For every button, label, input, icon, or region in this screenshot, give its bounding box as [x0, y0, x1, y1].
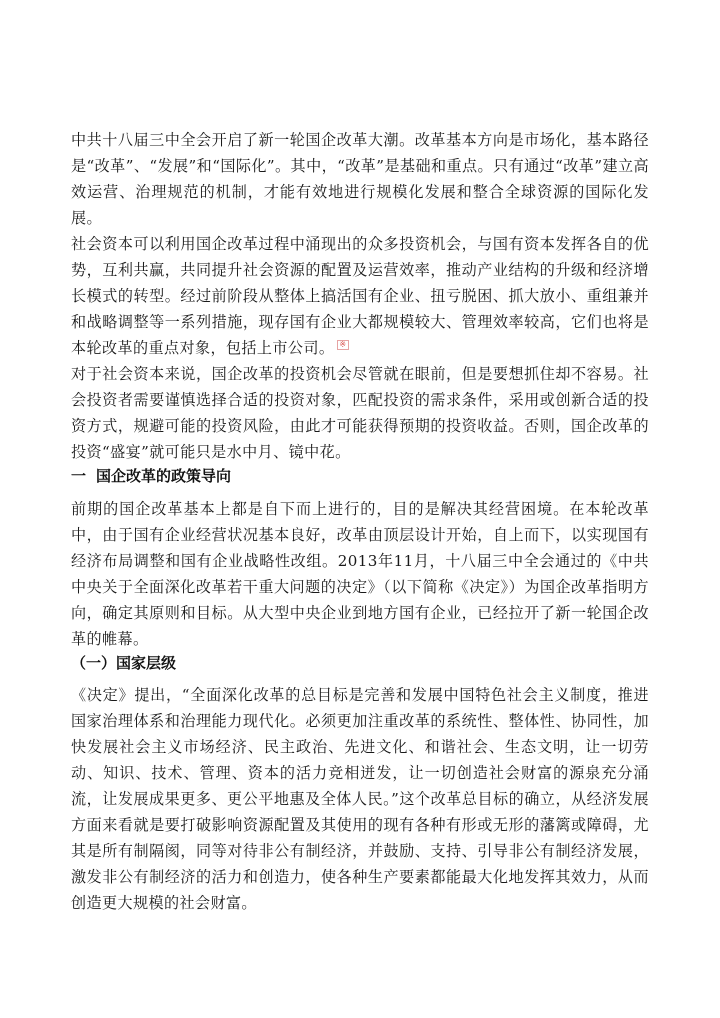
intro-paragraph-1: 中共十八届三中全会开启了新一轮国企改革大潮。改革基本方向是市场化，基本路径是“改革”、“发展”和“国际化”。其中，“改革”是基础和重点。只有通过“改革”建立高效运营、治理规范的机制，才能有效地进行规模化发展和整合全球资源的国际化发展。	[71, 131, 649, 227]
intro-paragraph-3: 对于社会资本来说，国企改革的投资机会尽管就在眼前，但是要想抓住却不容易。社会投资者需要谨慎选择合适的投资对象，匹配投资的需求条件，采用或创新合适的投资方式，规避可能的投资风险，由此才可能获得预期的投资收益。否则，国企改革的投资“盛宴”就可能只是水中月、镜中花。	[71, 365, 649, 461]
document-body	[71, 127, 649, 916]
section-number: 一	[71, 467, 87, 485]
intro-paragraph-2	[71, 231, 649, 361]
subsection-paragraph: 《决定》提出，“全面深化改革的总目标是完善和发展中国特色社会主义制度，推进国家治理体系和治理能力现代化。必须更加注重改革的系统性、整体性、协同性，加快发展社会主义市场经济、民主政治、先进文化、和谐社会、生态文明，让一切劳动、知识、技术、管理、资本的活力竞相迸发，让一切创造社会财富的源泉充分涌流，让发展成果更多、更公平地惠及全体人民。”这个改革总目标的确立，从经济发展方面来看就是要打破影响资源配置及其使用的现有各种有形或无形的藩篱或障碍，尤其是所有制隔阂，同等对待非公有制经济，并鼓励、支持、引导非公有制经济发展，激发非公有制经济的活力和创造力，使各种生产要素都能最大化地发挥其效力，从而创造更大规模的社会财富。	[71, 686, 649, 912]
footnote-marker-icon[interactable]: ※	[339, 339, 347, 349]
section-title: 国企改革的政策导向	[96, 467, 232, 485]
intro-paragraph-2-text: 社会资本可以利用国企改革过程中涌现出的众多投资机会，与国有资本发挥各自的优势，互利共赢，共同提升社会资源的配置及运营效率，推动产业结构的升级和经济增长模式的转型。经过前阶段从整体上搞活国有企业、扭亏脱困、抓大放小、重组兼并和战略调整等一系列措施，现存国有企业大都规模较大、管理效率较高，它们也将是本轮改革的重点对象，包括上市公司。	[71, 235, 649, 357]
section-paragraph: 前期的国企改革基本上都是自下而上进行的，目的是解决其经营困境。在本轮改革中，由于国有企业经营状况基本良好，改革由顶层设计开始，自上而下，以实现国有经济布局调整和国有企业战略性改组。2013年11月，十八届三中全会通过的《中共中央关于全面深化改革若干重大问题的决定》（以下简称《决定》）为国企改革指明方向，确定其原则和目标。从大型中央企业到地方国有企业，已经拉开了新一轮国企改革的帷幕。	[71, 500, 649, 648]
section-heading	[71, 465, 649, 487]
subsection-heading: （一）国家层级	[71, 654, 177, 672]
